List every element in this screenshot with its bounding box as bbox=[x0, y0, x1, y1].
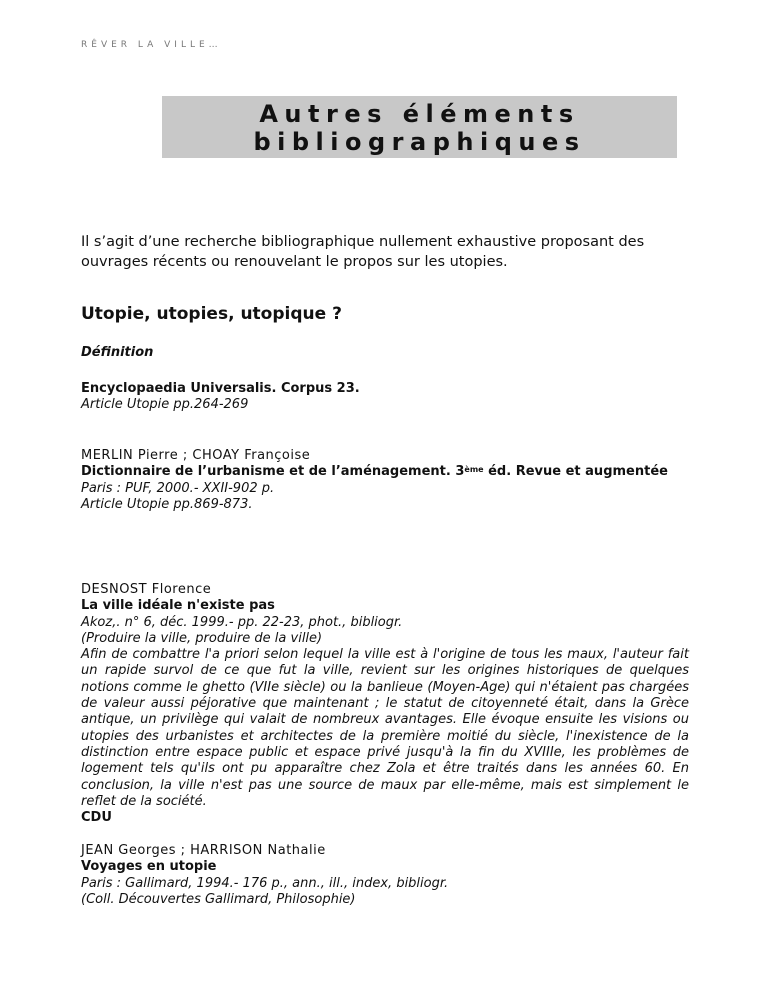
entry-location-code: CDU bbox=[81, 810, 112, 826]
entry-title: Voyages en utopie bbox=[81, 859, 217, 875]
subsection-heading: Définition bbox=[81, 345, 154, 360]
entry-author: JEAN Georges ; HARRISON Nathalie bbox=[81, 843, 326, 858]
entry-detail: Article Utopie pp.264-269 bbox=[81, 397, 249, 413]
entry-detail: (Produire la ville, produire de la ville) bbox=[81, 630, 323, 646]
page-title-line-2: bibliographiques bbox=[253, 128, 586, 156]
bibliography-entry-2 bbox=[81, 448, 689, 513]
bibliography-entry-3 bbox=[81, 582, 689, 826]
entry-title-main: Dictionnaire de l’urbanisme et de l’aménagement. 3 bbox=[81, 464, 465, 480]
section-heading: Utopie, utopies, utopique ? bbox=[81, 304, 342, 324]
entry-title: La ville idéale n'existe pas bbox=[81, 598, 275, 614]
entry-title-rest: éd. Revue et augmentée bbox=[483, 464, 668, 480]
entry-title-superscript: ème bbox=[464, 465, 484, 475]
running-header: RÊVER LA VILLE… bbox=[81, 40, 222, 50]
entry-detail: Paris : PUF, 2000.- XXII-902 p. bbox=[81, 480, 275, 496]
entry-author: DESNOST Florence bbox=[81, 582, 212, 597]
entry-author: MERLIN Pierre ; CHOAY Françoise bbox=[81, 448, 311, 463]
entry-detail: Akoz,. n° 6, déc. 1999.- pp. 22-23, phot., bibliogr. bbox=[81, 614, 403, 630]
entry-detail: Article Utopie pp.869-873. bbox=[81, 496, 253, 512]
page-title-line-1: Autres éléments bbox=[259, 100, 580, 128]
bibliography-entry-4 bbox=[81, 843, 689, 908]
entry-detail: Paris : Gallimard, 1994.- 176 p., ann., ill., index, bibliogr. bbox=[81, 875, 449, 891]
intro-paragraph: Il s’agit d’une recherche bibliographique nullement exhaustive proposant des ouvrages récents ou renouvelant le propos sur les utopies. bbox=[81, 234, 645, 270]
entry-abstract: Afin de combattre l'a priori selon lequel la ville est à l'origine de tous les maux, l'auteur fait un rapide survol de ce que fut la ville, revient sur les origines historiques de quelques notions comme le ghetto (VIIe siècle) ou la banlieue (Moyen-Age) qui n'étaient pas chargées de valeur aussi péjorative que maintenant ; le statut de citoyenneté était, dans la Grèce antique, un privilège qui valait de nombreux avantages. Elle évoque ensuite les visions ou utopies des urbanistes et architectes de la première moitié du siècle, l'inexistence de la distinction entre espace public et espace privé jusqu'à la fin du XVIIIe, les problèmes de logement tels qu'ils ont pu apparaître chez Zola et être traités dans les années 60. En conclusion, la ville n'est pas une source de maux par elle-même, mais est simplement le reflet de la société. bbox=[81, 647, 689, 809]
page-title-box bbox=[162, 96, 677, 158]
entry-title: Encyclopaedia Universalis. Corpus 23. bbox=[81, 381, 360, 396]
entry-title bbox=[81, 464, 689, 480]
bibliography-entry-1 bbox=[81, 381, 689, 414]
entry-detail: (Coll. Découvertes Gallimard, Philosophie) bbox=[81, 891, 356, 907]
